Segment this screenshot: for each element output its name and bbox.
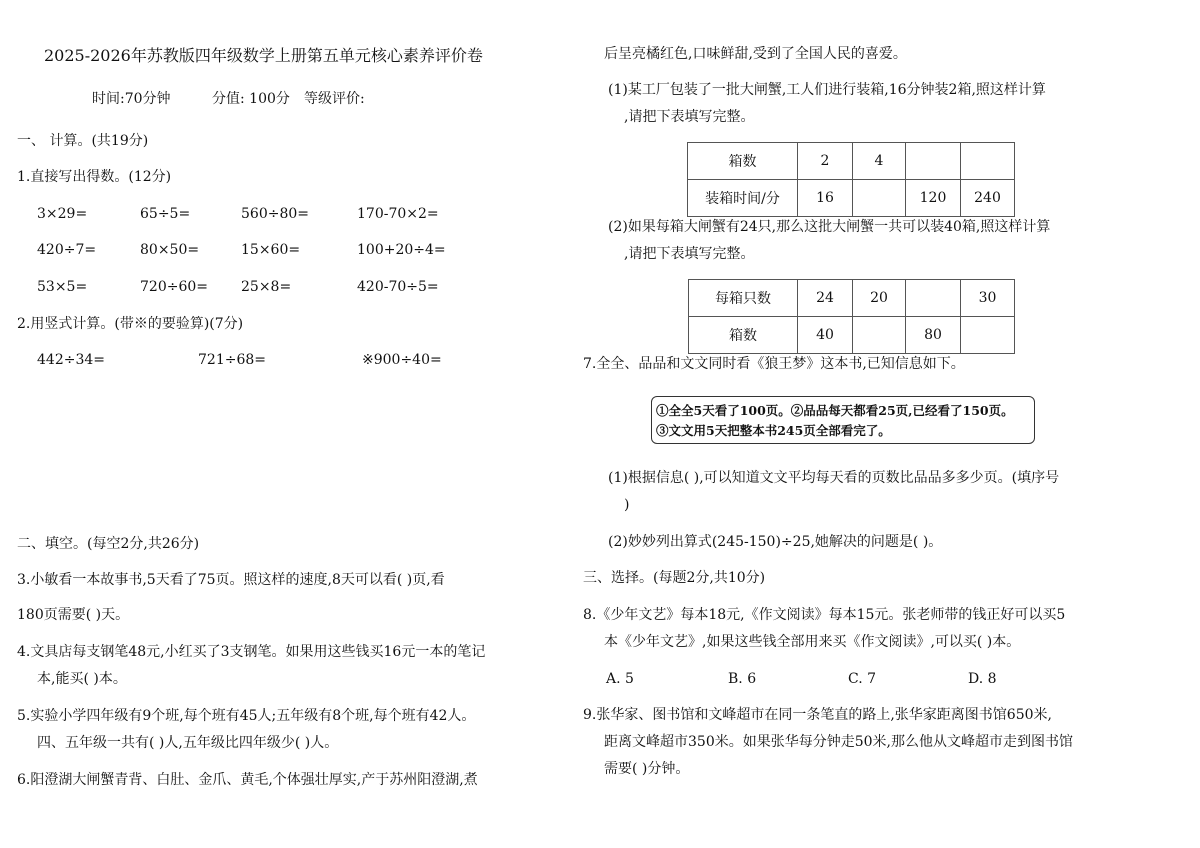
table-cell: 30 (961, 280, 1015, 317)
table-cell: 80 (906, 317, 961, 354)
q1-item: 420÷7= (37, 242, 97, 258)
table-cell: 40 (798, 317, 853, 354)
q7-info-box (651, 396, 1035, 444)
q7-sub2-line: (2)妙妙列出算式(245-150)÷25,她解决的问题是( )。 (608, 534, 943, 550)
q5-line: 四、五年级一共有( )人,五年级比四年级少( )人。 (37, 735, 339, 751)
q5-line: 5.实验小学四年级有9个班,每个班有45人;五年级有8个班,每个班有42人。 (17, 708, 476, 724)
q1-item: 15×60= (241, 242, 301, 258)
q9-line: 9.张华家、图书馆和文峰超市在同一条笔直的路上,张华家距离图书馆650米, (583, 707, 1052, 723)
q1-item: 100+20÷4= (357, 242, 446, 258)
table-blank-cell[interactable] (961, 317, 1015, 354)
grade-evaluation: 等级评价: (304, 91, 365, 107)
q8-option-a[interactable]: A. 5 (606, 671, 634, 687)
q7-info-line: ③文文用5天把整本书245页全部看完了。 (656, 423, 891, 438)
crab-count-table (688, 279, 1015, 354)
table-header-cell: 装箱时间/分 (688, 180, 798, 217)
boxing-time-table (687, 142, 1015, 217)
table-header-cell: 箱数 (689, 317, 798, 354)
q6-2-line: (2)如果每箱大闸蟹有24只,那么这批大闸蟹一共可以装40箱,照这样计算 (608, 219, 1051, 235)
q3-line: 180页需要( )天。 (17, 607, 130, 623)
q7-sub1-line: ) (624, 497, 630, 513)
q4-line: 4.文具店每支钢笔48元,小红买了3支钢笔。如果用这些钱买16元一本的笔记 (17, 644, 486, 660)
page-title: 2025-2026年苏教版四年级数学上册第五单元核心素养评价卷 (44, 46, 483, 65)
table-cell: 24 (798, 280, 853, 317)
q1-item: 65÷5= (140, 206, 191, 222)
q8-option-b[interactable]: B. 6 (728, 671, 757, 687)
table-blank-cell[interactable] (906, 143, 961, 180)
q2-item: ※900÷40= (362, 352, 442, 368)
q1-item: 25×8= (241, 279, 292, 295)
table-header-cell: 每箱只数 (689, 280, 798, 317)
q4-line: 本,能买( )本。 (37, 671, 127, 687)
table-cell: 240 (961, 180, 1015, 217)
q6-1-line: ,请把下表填写完整。 (624, 109, 755, 125)
table-cell: 120 (906, 180, 961, 217)
table-cell: 16 (798, 180, 853, 217)
section1-heading: 一、 计算。(共19分) (17, 133, 149, 149)
q7-sub1-line: (1)根据信息( ),可以知道文文平均每天看的页数比品品多多少页。(填序号 (608, 470, 1060, 486)
exam-time: 时间:70分钟 (92, 91, 171, 107)
q8-option-c[interactable]: C. 7 (848, 671, 877, 687)
q9-line: 需要( )分钟。 (604, 761, 690, 777)
q1-item: 53×5= (37, 279, 88, 295)
table-cell: 2 (798, 143, 853, 180)
table-cell: 4 (853, 143, 906, 180)
table-blank-cell[interactable] (853, 180, 906, 217)
table-cell: 20 (853, 280, 906, 317)
q1-item: 170-70×2= (357, 206, 439, 222)
section2-heading: 二、填空。(每空2分,共26分) (17, 536, 200, 552)
q2-item: 442÷34= (37, 352, 105, 368)
q6-2-line: ,请把下表填写完整。 (624, 246, 755, 262)
q7-info-line: ①全全5天看了100页。②品品每天都看25页,已经看了150页。 (656, 403, 1014, 418)
exam-score: 分值: 100分 (212, 91, 290, 107)
table-blank-cell[interactable] (906, 280, 961, 317)
section3-heading: 三、选择。(每题2分,共10分) (583, 570, 766, 586)
q8-option-d[interactable]: D. 8 (968, 671, 997, 687)
q1-title: 1.直接写出得数。(12分) (17, 169, 172, 185)
q2-item: 721÷68= (198, 352, 266, 368)
table-header-cell: 箱数 (688, 143, 798, 180)
q7-title: 7.全全、品品和文文同时看《狼王梦》这本书,已知信息如下。 (583, 356, 965, 372)
table-blank-cell[interactable] (853, 317, 906, 354)
q6-line: 6.阳澄湖大闸蟹青背、白肚、金爪、黄毛,个体强壮厚实,产于苏州阳澄湖,煮 (17, 772, 478, 788)
q3-line: 3.小敏看一本故事书,5天看了75页。照这样的速度,8天可以看( )页,看 (17, 572, 445, 588)
q1-item: 3×29= (37, 206, 88, 222)
q1-item: 720÷60= (140, 279, 208, 295)
q2-title: 2.用竖式计算。(带※的要验算)(7分) (17, 316, 244, 332)
q1-item: 80×50= (140, 242, 200, 258)
q9-line: 距离文峰超市350米。如果张华每分钟走50米,那么他从文峰超市走到图书馆 (604, 734, 1073, 750)
q1-item: 560÷80= (241, 206, 309, 222)
q6-line: 后呈亮橘红色,口味鲜甜,受到了全国人民的喜爱。 (604, 46, 907, 62)
q6-1-line: (1)某工厂包装了一批大闸蟹,工人们进行装箱,16分钟装2箱,照这样计算 (608, 82, 1046, 98)
table-blank-cell[interactable] (961, 143, 1015, 180)
q8-line: 8.《少年文艺》每本18元,《作文阅读》每本15元。张老师带的钱正好可以买5 (583, 607, 1066, 623)
q8-line: 本《少年文艺》,如果这些钱全部用来买《作文阅读》,可以买( )本。 (604, 634, 1021, 650)
q1-item: 420-70÷5= (357, 279, 439, 295)
